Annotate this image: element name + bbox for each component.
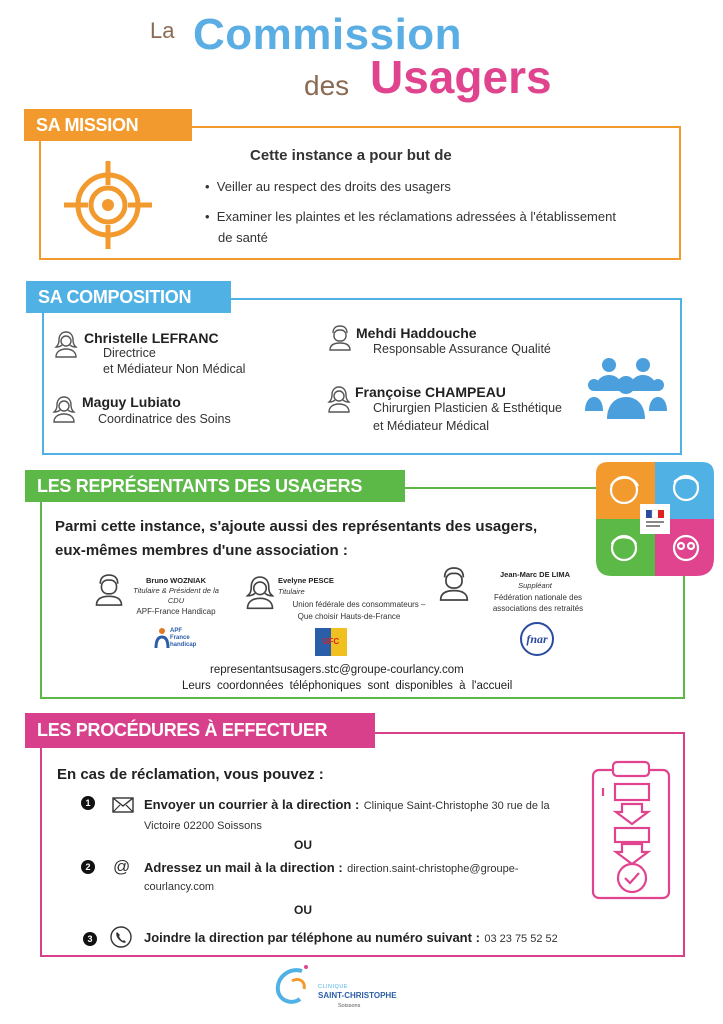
step-3-badge: 3 — [83, 932, 97, 946]
rep-org-2a: Union fédérale des consommateurs – — [292, 600, 426, 609]
representants-contact-note: Leurs coordonnées téléphoniques sont disponibles à l'accueil — [182, 680, 513, 692]
person-man-icon — [328, 325, 352, 351]
step-1-text-cont: Victoire 02200 Soissons — [144, 820, 262, 832]
person-woman-icon — [52, 395, 76, 423]
apf-logo-line2: France — [170, 635, 190, 641]
rep-sub-3a: Suppléant — [518, 581, 552, 590]
representants-tab — [25, 470, 405, 502]
mission-tab-label: SA MISSION — [36, 114, 139, 135]
mission-bullet-1: • Veiller au respect des droits des usagers — [205, 179, 451, 194]
target-icon — [60, 157, 156, 253]
member-name-4: Françoise CHAMPEAU — [355, 384, 506, 400]
member-role-1a: Directrice — [103, 346, 156, 360]
title-commission: Commission — [193, 10, 463, 59]
rep-org-3b: associations des retraités — [492, 604, 584, 613]
ufc-logo — [315, 628, 347, 656]
rep-name-3: Jean-Marc DE LIMA — [499, 570, 571, 579]
step-3-title: Joindre la direction par téléphone au numéro suivant : — [144, 930, 480, 945]
ou-separator-2: OU — [294, 903, 312, 917]
footer-line3: Soissons — [338, 1003, 361, 1009]
fnar-logo — [520, 622, 554, 656]
rep-sub-1a: Titulaire & Président de la — [133, 586, 219, 595]
users-faces-illustration — [594, 460, 716, 578]
step-2-text-cont[interactable]: courlancy.com — [144, 881, 215, 893]
step-3-line1 — [144, 929, 558, 947]
group-icon — [585, 353, 667, 421]
mission-tab — [24, 109, 192, 141]
rep-org-2b: Que choisir Hauts-de-France — [297, 612, 401, 621]
mission-bullet-2: • Examiner les plaintes et les réclamations adressées à l'établissement — [205, 209, 616, 224]
rep-name-1: Bruno WOZNIAK — [146, 576, 206, 585]
rep-org-1: APF-France Handicap — [136, 607, 216, 616]
step-1-line1 — [144, 796, 550, 814]
member-role-3a: Responsable Assurance Qualité — [373, 342, 551, 356]
title-usagers: Usagers — [370, 51, 552, 103]
at-sign-icon: @ — [113, 857, 131, 876]
step-2-title: Adressez un mail à la direction : — [144, 860, 343, 875]
clinique-logo-mark — [272, 963, 314, 1007]
step-2-text[interactable]: direction.saint-christophe@groupe- — [347, 863, 519, 875]
procedures-tab — [25, 713, 375, 748]
apf-logo-line3: handicap — [170, 642, 197, 648]
step-2-badge: 2 — [81, 860, 95, 874]
footer-line1: CLINIQUE — [318, 984, 348, 990]
rep-name-2: Evelyne PESCE — [278, 576, 334, 585]
ou-separator-1: OU — [294, 838, 312, 852]
step-2-line1 — [144, 859, 519, 877]
composition-tab-label: SA COMPOSITION — [38, 286, 192, 307]
apf-logo — [153, 625, 199, 653]
composition-tab — [26, 281, 231, 313]
rep-org-3a: Fédération nationale des — [493, 593, 583, 602]
title-la: La — [150, 18, 175, 43]
mission-heading: Cette instance a pour but de — [250, 147, 452, 164]
person-man-icon — [94, 573, 124, 607]
rep-sub-1b: CDU — [167, 596, 185, 605]
phone-icon — [110, 926, 132, 948]
member-role-4b: et Médiateur Médical — [373, 419, 490, 433]
checklist-icon — [585, 752, 677, 902]
apf-logo-line1: APF — [170, 628, 182, 634]
step-1-text: Clinique Saint-Christophe 30 rue de la — [363, 800, 550, 812]
procedures-tab-label: LES PROCÉDURES À EFFECTUER — [37, 720, 328, 740]
step-1-title: Envoyer un courrier à la direction : — [144, 797, 360, 812]
envelope-icon — [112, 797, 134, 813]
person-woman-icon — [245, 574, 275, 610]
footer-line2: SAINT-CHRISTOPHE — [318, 991, 397, 1000]
procedures-intro: En cas de réclamation, vous pouvez : — [57, 766, 324, 783]
representants-email[interactable]: representantsusagers.stc@groupe-courlancy.com — [210, 664, 464, 676]
member-role-1b: et Médiateur Non Médical — [103, 362, 246, 376]
representants-intro-1: Parmi cette instance, s'ajoute aussi des représentants des usagers, — [55, 518, 538, 535]
member-name-2: Maguy Lubiato — [82, 394, 181, 410]
step-3-text[interactable]: 03 23 75 52 52 — [484, 933, 558, 945]
person-man-icon — [438, 566, 470, 602]
fnar-logo-text: fnar — [526, 631, 548, 646]
ufc-logo-text: UFC — [322, 637, 340, 646]
member-role-4a: Chirurgien Plasticien & Esthétique — [373, 401, 562, 415]
member-role-2a: Coordinatrice des Soins — [98, 412, 231, 426]
step-1-badge: 1 — [81, 796, 95, 810]
representants-tab-label: LES REPRÉSENTANTS DES USAGERS — [37, 475, 363, 496]
person-woman-icon — [54, 330, 78, 358]
person-woman-icon — [327, 385, 351, 413]
title-des: des — [304, 70, 350, 101]
member-name-3: Mehdi Haddouche — [356, 325, 477, 341]
rep-sub-2a: Titulaire — [278, 587, 305, 596]
representants-intro-2: eux-mêmes membres d'une association : — [55, 542, 348, 559]
member-name-1: Christelle LEFRANC — [84, 330, 219, 346]
mission-bullet-2-cont: de santé — [218, 230, 268, 245]
